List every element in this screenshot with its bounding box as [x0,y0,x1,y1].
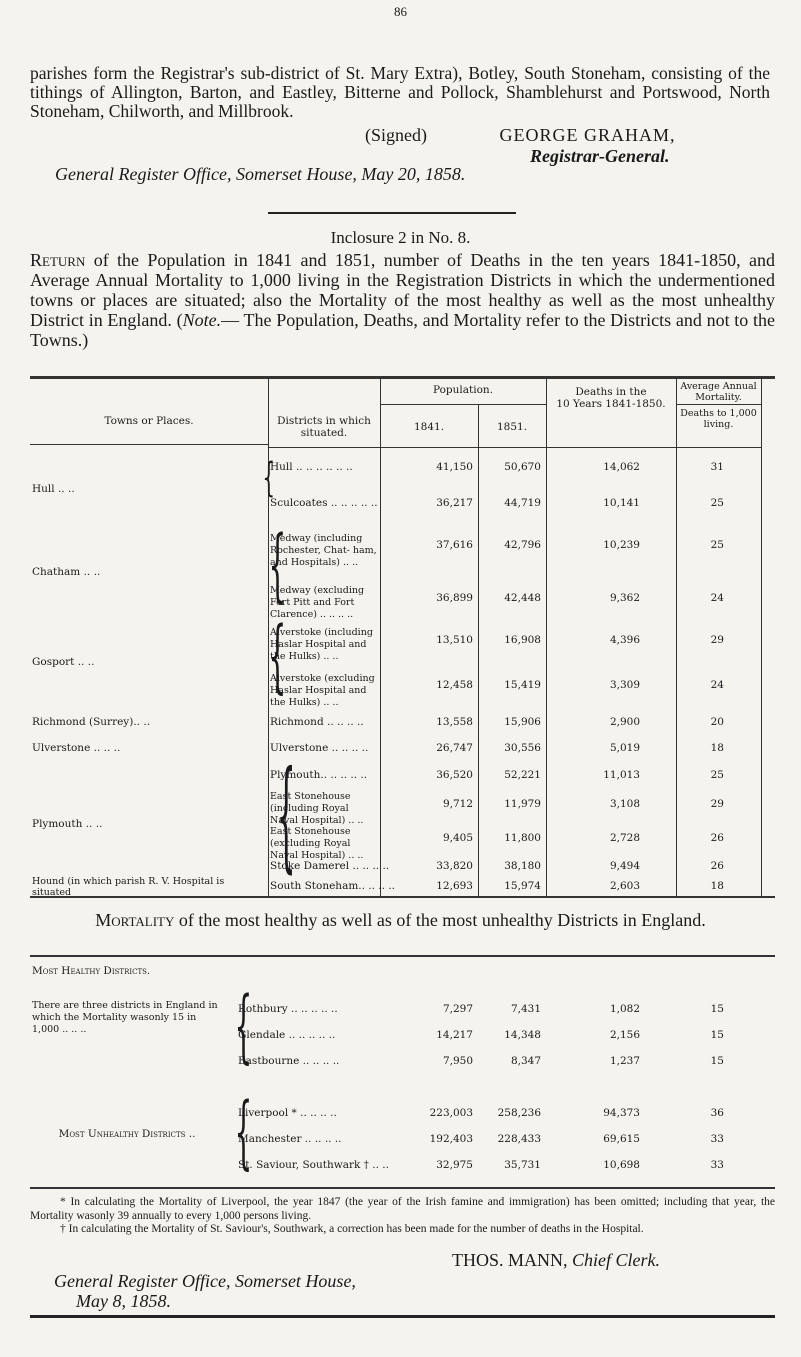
deaths: 1,082 [609,1003,640,1015]
pop-1841: 36,520 [436,769,473,781]
town-gosport: Gosport .. .. [32,656,95,668]
pop-1851: 15,974 [504,880,541,892]
town-ulverstone: Ulverstone .. .. .. [32,742,121,754]
brace: { [268,609,287,702]
header-districts: Districts in which situated. [277,415,371,439]
mortality: 36 [710,1107,724,1119]
office-line-2: May 8, 1858. [76,1291,171,1311]
header-towns: Towns or Places. [104,415,194,427]
deaths: 10,239 [603,539,640,551]
return-note-label: Note. [182,310,222,330]
mortality: 18 [710,880,724,892]
deaths: 9,362 [609,592,640,604]
district-name: Richmond .. .. .. .. [270,716,364,728]
mortality: 33 [710,1133,724,1145]
pop-1841: 32,975 [436,1159,473,1171]
pop-1841: 12,458 [436,679,473,691]
pop-1851: 44,719 [504,497,541,509]
section-divider [268,212,516,214]
pop-1851: 11,800 [504,832,541,844]
healthy-label: There are three districts in England in which the Mortality wasonly 15 in 1,000 .. .. .. [32,1000,218,1035]
brace: { [234,979,253,1072]
healthy-header: Most Healthy Districts. [32,965,151,977]
header-1851: 1851. [496,421,528,433]
pop-1851: 8,347 [510,1055,541,1067]
deaths: 10,698 [603,1159,640,1171]
pop-1851: 30,556 [504,742,541,754]
district-name: Liverpool * .. .. .. .. [238,1107,337,1119]
town-richmond: Richmond (Surrey).. .. [32,716,151,728]
pop-1841: 7,950 [442,1055,473,1067]
pop-1851: 15,906 [504,716,541,728]
pop-1841: 12,693 [436,880,473,892]
pop-1841: 36,217 [436,497,473,509]
pop-1851: 52,221 [504,769,541,781]
mortality: 20 [710,716,724,728]
page-number: 86 [394,4,407,19]
deaths: 94,373 [603,1107,640,1119]
pop-1851: 258,236 [497,1107,541,1119]
deaths: 10,141 [603,497,640,509]
district-name: Glendale .. .. .. .. .. [238,1029,336,1041]
district-name: Alverstoke (excluding Haslar Hospital and the Hulks) .. .. [270,673,375,708]
pop-1841: 36,899 [436,592,473,604]
unhealthy-label: Most Unhealthy Districts .. [58,1128,196,1140]
deaths: 5,019 [609,742,640,754]
pop-1841: 192,403 [429,1133,473,1145]
deaths: 14,062 [603,461,640,473]
heading-rest: of the most healthy as well as of the most unhealthy Districts in England. [174,910,706,930]
pop-1841: 7,297 [442,1003,473,1015]
enclosure-heading: Inclosure 2 in No. 8. [330,228,471,247]
pop-1851: 15,419 [504,679,541,691]
clerk-name: THOS. MANN, [452,1250,568,1270]
district-name: St. Saviour, Southwark † .. .. [238,1159,389,1171]
header-deaths-top: Deaths in the [575,386,647,398]
pop-1851: 14,348 [504,1029,541,1041]
mortality-heading [0,910,801,930]
signed-label: (Signed) [365,125,427,145]
footnote-southwark: † In calculating the Mortality of St. Saviour's, Southwark, a correction has been made for the number of deaths in the Hospital. [60,1223,644,1235]
mortality: 25 [710,769,724,781]
district-name: Sculcoates .. .. .. .. .. [270,497,378,509]
mortality: 18 [710,742,724,754]
office-dateline: General Register Office, Somerset House, May 20, 1858. [55,164,466,184]
pop-1841: 41,150 [436,461,473,473]
header-mortality-sub: Deaths to 1,000 living. [680,408,757,430]
header-deaths-bottom: 10 Years 1841-1850. [556,398,666,410]
district-name: East Stonehouse (excluding Royal Naval Hospital) .. .. [270,826,364,861]
mortality: 15 [710,1029,724,1041]
mortality: 31 [710,461,724,473]
pop-1851: 38,180 [504,860,541,872]
return-note: — The Population, Deaths, and Mortality refer to the Districts and not to the Towns.) [30,310,775,350]
clerk-title: Chief Clerk. [572,1250,661,1270]
district-name: Eastbourne .. .. .. .. [238,1055,340,1067]
pop-1841: 14,217 [436,1029,473,1041]
mortality: 26 [710,860,724,872]
deaths: 2,156 [609,1029,640,1041]
pop-1851: 11,979 [504,798,541,810]
district-name: Stoke Damerel .. .. .. .. [270,860,390,872]
district-name: East Stonehouse (including Royal Naval Hospital) .. .. [270,791,364,826]
pop-1841: 26,747 [436,742,473,754]
town-plymouth: Plymouth .. .. [32,818,103,830]
deaths: 3,108 [609,798,640,810]
district-name: Ulverstone .. .. .. .. [270,742,369,754]
pop-1841: 37,616 [436,539,473,551]
deaths: 2,728 [609,832,640,844]
pop-1851: 42,796 [504,539,541,551]
mortality: 25 [710,539,724,551]
intro-paragraph: parishes form the Registrar's sub-district of St. Mary Extra), Botley, South Stoneham, consisting of the tithings of Allington, Barton, and Eastley, Bitterne and Pollock, Shamblehurst and Portswood, North Stoneham, Chilworth, and Millbrook. [30,63,770,121]
deaths: 3,309 [609,679,640,691]
pop-1851: 42,448 [504,592,541,604]
district-name: Medway (including Rochester, Chat- ham, and Hospitals) .. .. [270,533,377,568]
pop-1841: 223,003 [429,1107,473,1119]
pop-1851: 7,431 [510,1003,541,1015]
return-description [30,250,775,350]
deaths: 11,013 [603,769,640,781]
deaths: 9,494 [609,860,640,872]
header-1841: 1841. [413,421,445,433]
header-mortality: Average Annual Mortality. [680,381,757,403]
district-name: Plymouth.. .. .. .. .. [270,769,368,781]
footnote-liverpool: * In calculating the Mortality of Liverpool, the year 1847 (the year of the Irish famine and immigration) has been omitted; including that year, the Mortality wasonly 39 annually to every 1,000 persons living. [30,1196,775,1222]
pop-1841: 13,510 [436,634,473,646]
brace: { [268,518,287,611]
pop-1851: 50,670 [504,461,541,473]
clerk-signature [452,1250,660,1271]
signatory-name: GEORGE GRAHAM, [499,125,676,145]
header-deaths [546,386,676,410]
pop-1841: 13,558 [436,716,473,728]
mortality: 24 [710,592,724,604]
brace: { [262,455,276,501]
pop-1851: 35,731 [504,1159,541,1171]
office-dateline-2 [54,1271,356,1311]
mortality: 29 [710,634,724,646]
office-line-1: General Register Office, Somerset House, [54,1271,356,1291]
mortality: 26 [710,832,724,844]
deaths: 1,237 [609,1055,640,1067]
brace: { [276,746,296,885]
return-lead: Return [30,250,86,270]
pop-1841: 33,820 [436,860,473,872]
district-name: Hull .. .. .. .. .. .. [270,461,353,473]
deaths: 69,615 [603,1133,640,1145]
district-name: Manchester .. .. .. .. [238,1133,342,1145]
deaths: 2,603 [609,880,640,892]
district-name: Medway (excluding Fort Pitt and Fort Clarence) .. .. .. .. [270,585,365,620]
signature-block [365,125,785,146]
district-name: South Stoneham.. .. .. .. [270,880,396,892]
pop-1851: 16,908 [504,634,541,646]
bottom-rule [30,1315,775,1318]
return-text: of the Population in 1841 and 1851, number of Deaths in the ten years 1841-1850, and Average Annual Mortality to 1,000 living in the Registration Districts in which the undermentioned towns or places are situated; also the Mortality of the most healthy as well as the most unhealthy District in England. ( [30,250,775,330]
mortality: 33 [710,1159,724,1171]
deaths: 2,900 [609,716,640,728]
heading-lead: Mortality [95,910,175,930]
deaths: 4,396 [609,634,640,646]
mortality: 15 [710,1055,724,1067]
brace: { [234,1085,253,1178]
mortality: 25 [710,497,724,509]
mortality: 29 [710,798,724,810]
pop-1841: 9,405 [442,832,473,844]
town-hull: Hull .. .. [32,483,75,495]
signatory-title: Registrar-General. [530,146,670,166]
header-population: Population. [432,384,494,396]
mortality: 24 [710,679,724,691]
district-name: Rothbury .. .. .. .. .. [238,1003,338,1015]
mortality: 15 [710,1003,724,1015]
district-name: Alverstoke (including Haslar Hospital and the Hulks) .. .. [270,627,373,662]
pop-1841: 9,712 [442,798,473,810]
pop-1851: 228,433 [497,1133,541,1145]
town-chatham: Chatham .. .. [32,566,101,578]
town-hound: Hound (in which parish R. V. Hospital is situated [32,876,225,898]
